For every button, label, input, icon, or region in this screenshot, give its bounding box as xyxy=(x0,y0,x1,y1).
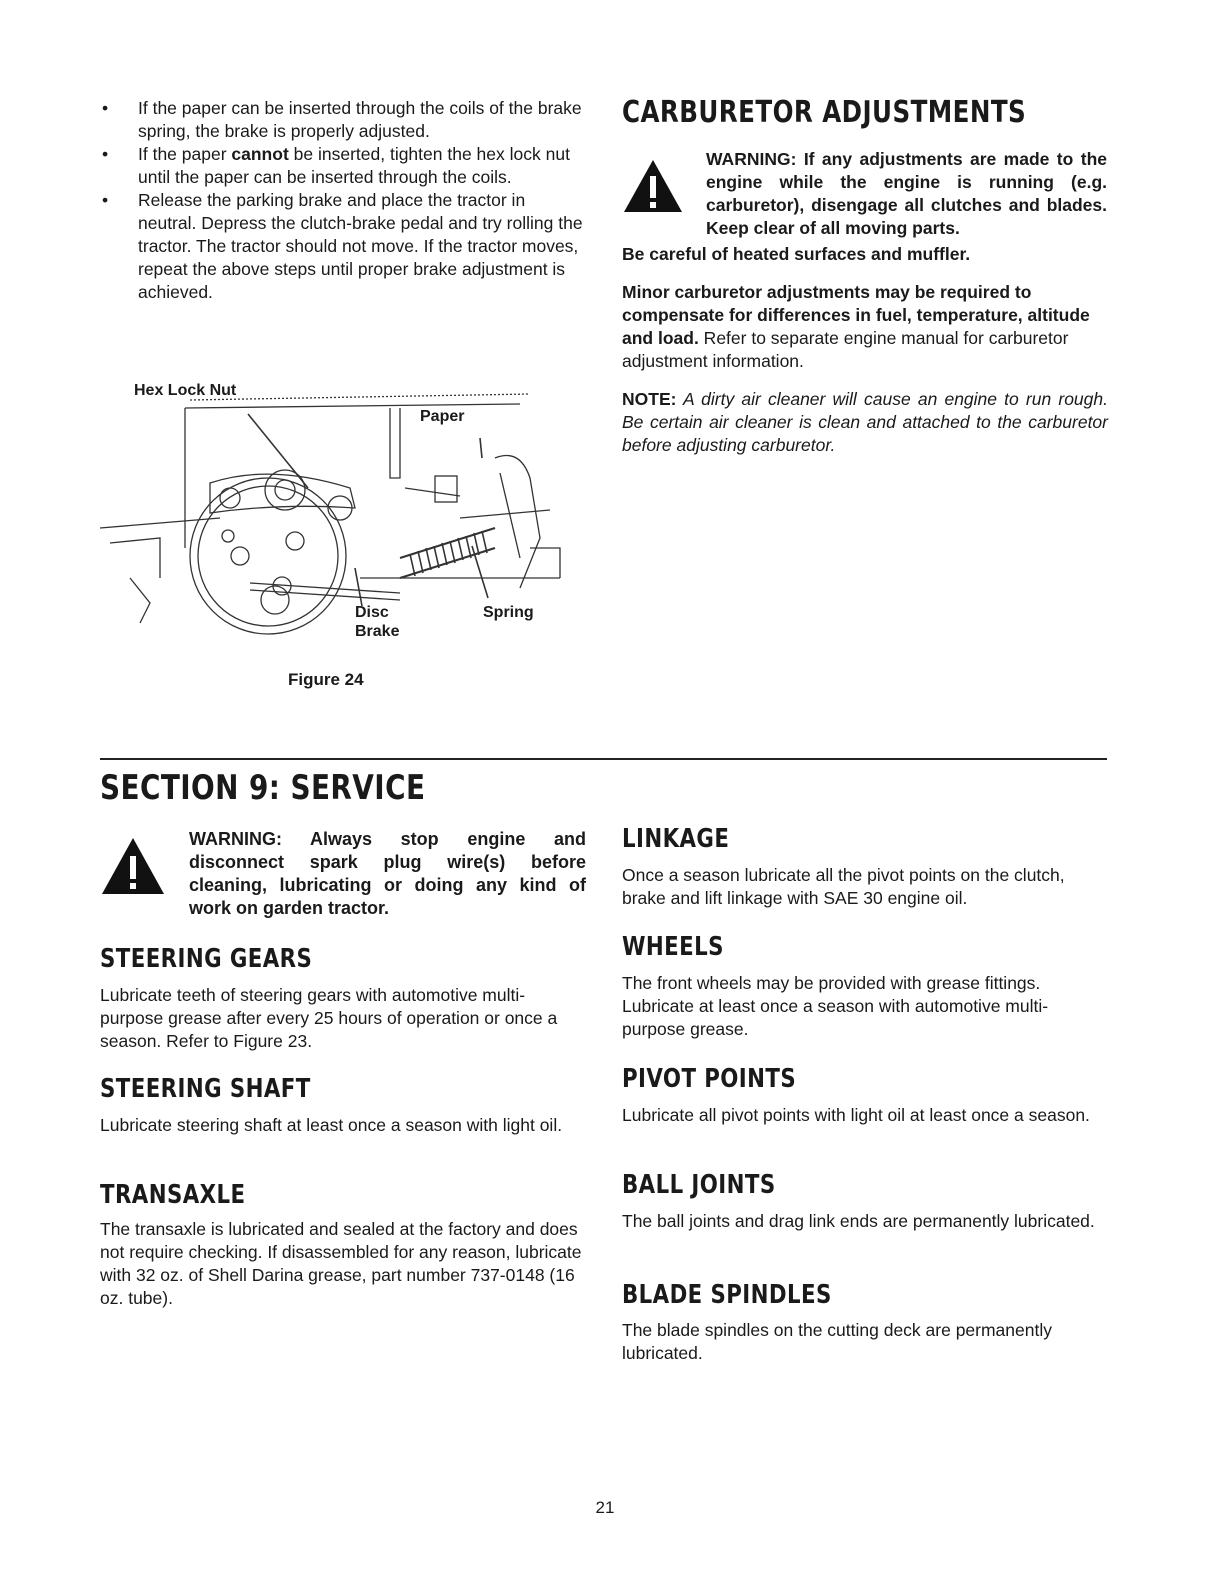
figure-24 xyxy=(100,378,580,689)
transaxle-title: TRANSAXLE xyxy=(100,1180,246,1210)
brake-check-steps xyxy=(102,97,586,304)
section-divider xyxy=(100,758,1107,760)
steering-shaft-title: STEERING SHAFT xyxy=(100,1074,311,1104)
wheels-text: The front wheels may be provided with grease fittings. Lubricate at least once a season with automotive multi-purpose grease. xyxy=(622,973,1049,1039)
label-brake: Brake xyxy=(355,623,400,640)
linkage-text: Once a season lubricate all the pivot points on the clutch, brake and lift linkage with SAE 30 engine oil. xyxy=(622,865,1065,908)
ball-joints-title: BALL JOINTS xyxy=(622,1170,776,1200)
warning-triangle-icon xyxy=(622,158,684,214)
wheels-title: WHEELS xyxy=(622,932,724,962)
label-disc: Disc xyxy=(355,604,389,621)
list-item: • Release the parking brake and place the tractor in neutral. Depress the clutch-brake pedal and try rolling the tractor. The tractor should not move. If the tractor moves, repeat the above steps until proper brake adjustment is achieved. xyxy=(102,190,583,302)
carburetor-paragraph: Minor carburetor adjustments may be required to compensate for differences in fuel, temperature, altitude and load. Refer to separate engine manual for carburetor adjustment information. xyxy=(622,282,1090,371)
pivot-points-title: PIVOT POINTS xyxy=(622,1064,797,1094)
carburetor-title: CARBURETOR ADJUSTMENTS xyxy=(622,95,1027,130)
careful-note: Be careful of heated surfaces and muffler. xyxy=(622,244,971,264)
page-number: 21 xyxy=(595,1498,615,1517)
blade-spindles-title: BLADE SPINDLES xyxy=(622,1280,832,1310)
blade-spindles-text: The blade spindles on the cutting deck are permanently lubricated. xyxy=(622,1320,1052,1363)
pivot-points-text: Lubricate all pivot points with light oil at least once a season. xyxy=(622,1105,1090,1125)
label-spring: Spring xyxy=(483,604,534,621)
section-title: SECTION 9: SERVICE xyxy=(100,768,426,808)
steering-gears-text: Lubricate teeth of steering gears with automotive multi-purpose grease after every 25 hours of operation or once a season. Refer to Figure 23. xyxy=(100,985,558,1051)
list-item: • If the paper can be inserted through the coils of the brake spring, the brake is properly adjusted. xyxy=(102,98,582,141)
figure-caption: Figure 24 xyxy=(288,670,364,689)
list-item: • If the paper cannot be inserted, tighten the hex lock nut until the paper can be inserted through the coils. xyxy=(102,144,570,187)
service-warning: WARNING: Always stop engine and disconnect spark plug wire(s) before cleaning, lubricating or doing any kind of work on garden tractor. xyxy=(189,829,586,918)
steering-shaft-text: Lubricate steering shaft at least once a season with light oil. xyxy=(100,1115,563,1135)
label-paper: Paper xyxy=(420,408,465,425)
linkage-title: LINKAGE xyxy=(622,824,730,854)
transaxle-text: The transaxle is lubricated and sealed at the factory and does not require checking. If disassembled for any reason, lubricate with 32 oz. of Shell Darina grease, part number 737-0148 (16 oz. tube). xyxy=(100,1219,582,1308)
ball-joints-text: The ball joints and drag link ends are permanently lubricated. xyxy=(622,1211,1095,1231)
warning-triangle-icon xyxy=(100,836,166,896)
carburetor-warning: WARNING: If any adjustments are made to the engine while the engine is running (e.g. carburetor), disengage all clutches and blades. Keep clear of all moving parts. xyxy=(706,149,1107,238)
carburetor-note: NOTE: A dirty air cleaner will cause an engine to run rough. Be certain air cleaner is clean and attached to the carburetor before adjusting carburetor. xyxy=(622,389,1108,455)
label-hex-lock-nut: Hex Lock Nut xyxy=(134,382,237,399)
steering-gears-title: STEERING GEARS xyxy=(100,944,313,974)
